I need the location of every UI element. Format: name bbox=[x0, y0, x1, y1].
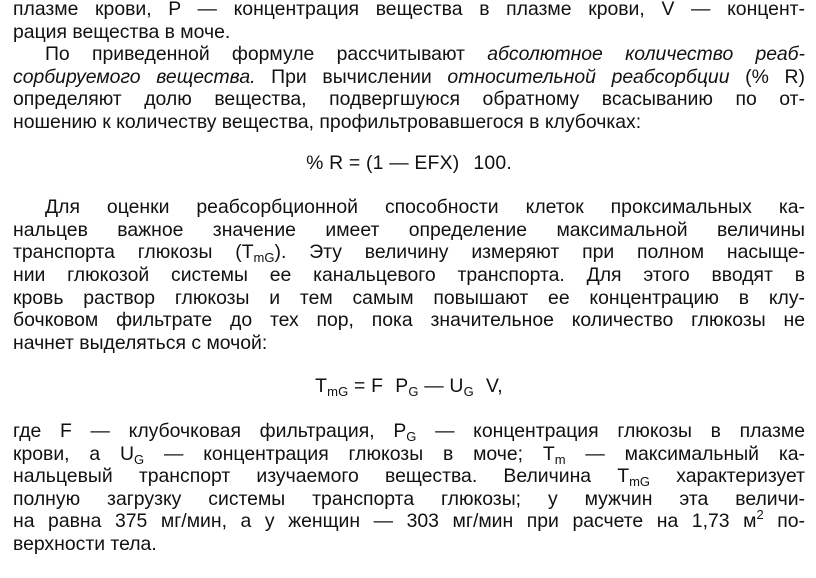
paragraph-3 bbox=[13, 196, 805, 354]
text-run: на равна 375 мг/мин, а у женщин — 303 мг/мин при расчете на 1,73 м bbox=[13, 510, 757, 533]
text-line: начнет выделяться с мочой: bbox=[13, 331, 268, 354]
emphasis-relative-reabsorption: относительной реабсорбции bbox=[447, 65, 730, 88]
text-run: транспорта глюкозы (T bbox=[13, 241, 254, 264]
text-run: — максимальный ка- bbox=[565, 442, 805, 465]
text-line: кровь раствор глюкозы и тем самым повышают ее концентрацию в клу- bbox=[13, 286, 805, 309]
document-page bbox=[13, 0, 805, 555]
spacer bbox=[13, 354, 805, 375]
text-line bbox=[13, 420, 805, 443]
paragraph-2 bbox=[13, 43, 805, 133]
spacer bbox=[13, 398, 805, 420]
text-line bbox=[13, 66, 805, 89]
text-run: характеризует bbox=[650, 465, 805, 488]
text-run: по- bbox=[763, 510, 805, 533]
text-line: плазме крови, P — концентрация вещества в плазме крови, V — концент- bbox=[13, 0, 805, 20]
text-run: По приведенной формуле рассчитывают bbox=[45, 43, 488, 66]
subscript: G bbox=[408, 384, 419, 400]
text-line: нальцев важное значение имеет определение максимальной величины bbox=[13, 218, 805, 241]
text-run: — концентрация глюкозы в плазме bbox=[416, 419, 806, 442]
text-line: ношению к количеству вещества, профильтровавшегося в клубочках: bbox=[13, 110, 642, 133]
text-line bbox=[13, 241, 805, 264]
formula-relative-reabsorption bbox=[13, 152, 805, 175]
text-run: При вычислении bbox=[255, 65, 448, 88]
subscript: m bbox=[554, 451, 566, 467]
spacer bbox=[13, 134, 805, 152]
subscript: mG bbox=[327, 384, 349, 400]
paragraph-1 bbox=[13, 0, 805, 43]
text-run: крови, а U bbox=[13, 442, 135, 465]
text-line bbox=[13, 443, 805, 466]
text-line: определяют долю вещества, подвергшуюся обратному всасыванию по от- bbox=[13, 88, 805, 111]
emphasis-absolute-amount-cont: сорбируемого вещества. bbox=[13, 65, 256, 88]
text-line: рация вещества в моче. bbox=[13, 20, 231, 43]
formula-part: V, bbox=[485, 375, 503, 398]
paragraph-4 bbox=[13, 420, 805, 556]
text-line: верхности тела. bbox=[13, 532, 157, 555]
formula-part: P bbox=[395, 375, 409, 398]
text-line: бочковом фильтрате до тех пор, пока значительное количество глюкозы не bbox=[13, 309, 805, 332]
subscript: mG bbox=[253, 250, 275, 266]
emphasis-absolute-amount: абсолютное количество реаб- bbox=[487, 43, 805, 66]
subscript: G bbox=[134, 451, 145, 467]
text-line bbox=[13, 465, 805, 488]
text-line: нии глюкозой системы ее канальцевого транспорта. Для этого вводят в bbox=[13, 263, 805, 286]
text-run: ). Эту величину измеряют при полном насыще- bbox=[274, 241, 805, 264]
text-run: — концентрация глюкозы в моче; T bbox=[144, 442, 555, 465]
text-line: Для оценки реабсорбционной способности клеток проксимальных ка- bbox=[45, 196, 805, 219]
formula-part: % R = (1 — EFX) bbox=[306, 151, 460, 174]
formula-part: — U bbox=[418, 375, 464, 398]
formula-part: 100. bbox=[473, 151, 512, 174]
formula-max-transport bbox=[13, 375, 805, 398]
subscript: mG bbox=[629, 474, 651, 490]
text-run: где F — клубочковая фильтрация, P bbox=[13, 419, 407, 442]
text-line: полную загрузку системы транспорта глюкозы; у мужчин эта величи- bbox=[13, 487, 805, 510]
text-run: (% R) bbox=[729, 65, 805, 88]
subscript: G bbox=[463, 384, 474, 400]
formula-part: T bbox=[315, 375, 328, 398]
text-line bbox=[13, 507, 805, 533]
superscript: 2 bbox=[756, 507, 764, 523]
subscript: G bbox=[406, 428, 417, 444]
spacer bbox=[13, 174, 805, 196]
text-run: нальцевый транспорт изучаемого вещества. Величина T bbox=[13, 465, 630, 488]
text-line bbox=[13, 43, 805, 66]
formula-part: = F bbox=[348, 375, 384, 398]
